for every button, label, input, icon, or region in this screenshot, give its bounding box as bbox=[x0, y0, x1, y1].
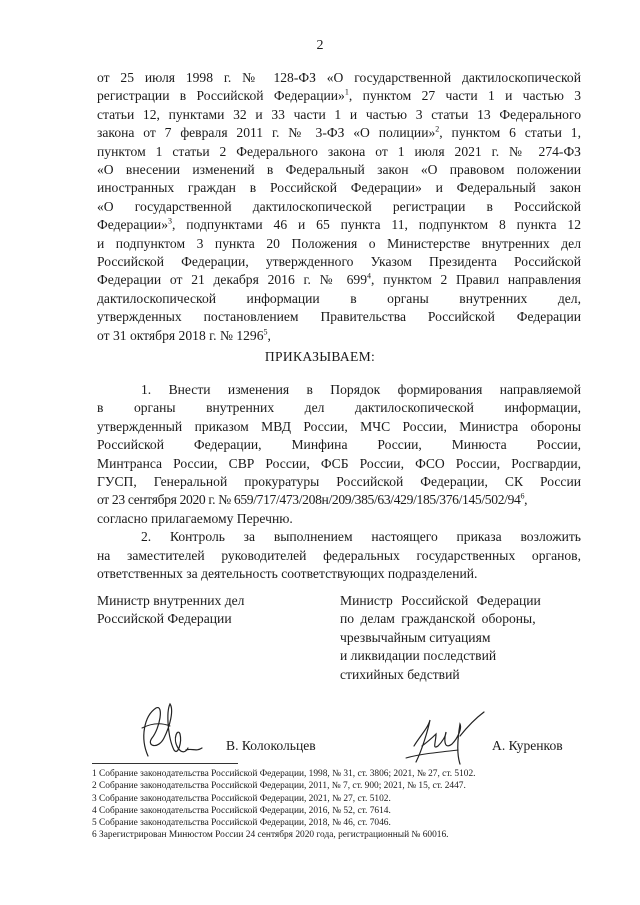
order-clauses bbox=[97, 381, 581, 583]
preamble-line: от 31 октября 2018 г. № 1296$^5$, bbox=[97, 327, 271, 343]
footnote-item: 2 Собрание законодательства Российской Федерации, 2011, № 7, ст. 900; 2021, № 15, ст. 2447. bbox=[92, 781, 466, 792]
clause-line: ответственных за деятельность соответствующих подразделений. bbox=[97, 566, 478, 582]
clause-line: ГУСП, Генеральной прокуратуры Российской Федерации, СК России bbox=[97, 474, 581, 490]
signature-kolokoltsev bbox=[130, 698, 210, 762]
footnote-separator bbox=[92, 763, 238, 764]
preamble-line: дактилоскопической информации в органы внутренних дел, bbox=[97, 290, 581, 306]
preamble-line: регистрации в Российской Федерации»$^1$, пунктом 27 части 1 и частью 3 bbox=[97, 87, 581, 104]
preamble-line: Федерации»$^3$, подпунктами 46 и 65 пункта 11, подпунктом 8 пункта 12 bbox=[97, 216, 581, 233]
clause-line: от 23 сентября 2020 г. № $659/717/473/208н/209/385/63/429/185/376/145/502/94^6$, bbox=[97, 491, 528, 508]
signatory-line: Российской Федерации bbox=[97, 611, 232, 627]
preamble-line: Федерации от 21 декабря 2016 г. № $699^4$, пунктом 2 Правил направления bbox=[97, 271, 581, 288]
clause-line: согласно прилагаемому Перечню. bbox=[97, 510, 293, 526]
footnote-item: 5 Собрание законодательства Российской Федерации, 2018, № 46, ст. 7046. bbox=[92, 818, 391, 829]
order-heading: ПРИКАЗЫВАЕМ: bbox=[264, 349, 376, 364]
clause-line: утвержденный приказом МВД России, МЧС России, Министра обороны bbox=[97, 418, 581, 434]
footnote-ref[interactable]: 4 bbox=[367, 271, 372, 281]
clause-line: Российской Федерации, Минфина России, Минюста России, bbox=[97, 437, 581, 453]
preamble-line: «О внесении изменений в Федеральный закон «О правовом положении bbox=[97, 162, 581, 178]
signatory-right-title bbox=[340, 592, 580, 684]
footnote-item: 1 Собрание законодательства Российской Федерации, 1998, № 31, ст. 3806; 2021, № 27, ст. 5102. bbox=[92, 769, 476, 779]
signature-kurenkov bbox=[400, 706, 490, 768]
preamble-line: утвержденных постановлением Правительства Российской Федерации bbox=[97, 309, 581, 325]
signatory-line: Министр внутренних дел bbox=[97, 593, 245, 608]
preamble-line: закона от 7 февраля 2011 г. № 3-ФЗ «О полиции»$^2$, пунктом 6 статьи 1, bbox=[97, 124, 581, 141]
signatory-line: и ликвидации последствий bbox=[340, 648, 497, 664]
preamble-line: статьи 12, пунктами 32 и 33 части 1 и частью 3 статьи 13 Федерального bbox=[97, 106, 581, 122]
clause-line: 2. Контроль за выполнением настоящего приказа возложить bbox=[141, 529, 581, 545]
footnote-ref[interactable]: 1 bbox=[344, 87, 349, 97]
footnote-ref[interactable]: 3 bbox=[168, 216, 172, 226]
footnote-ref[interactable]: 6 bbox=[520, 491, 525, 501]
footnote-item: 3 Собрание законодательства Российской Федерации, 2021, № 27, ст. 5102. bbox=[92, 793, 391, 804]
footnote-item: 6 Зарегистрирован Минюстом России 24 сентября 2020 года, регистрационный № 60016. bbox=[92, 830, 449, 841]
clause-line: 1. Внести изменения в Порядок формирования направляемой bbox=[141, 382, 581, 397]
clause-line: Минтранса России, СВР России, ФСБ России, ФСО России, Росгвардии, bbox=[97, 455, 581, 471]
footnote-ref[interactable]: 2 bbox=[435, 124, 440, 134]
signatory-line: Министр Российской Федерации bbox=[340, 593, 541, 608]
signatory-left-title bbox=[97, 592, 297, 629]
preamble bbox=[97, 69, 581, 345]
signatory-name-right: А. Куренков bbox=[492, 738, 563, 753]
footnotes bbox=[92, 768, 592, 842]
signatory-line: стихийных бедствий bbox=[340, 666, 460, 682]
signatory-name-left: В. Колокольцев bbox=[226, 738, 316, 753]
footnote-ref[interactable]: 5 bbox=[263, 327, 268, 337]
preamble-line: пунктом 1 статьи 2 Федерального закона от 1 июля 2021 г. № 274-ФЗ bbox=[97, 143, 581, 159]
preamble-line: «О государственной дактилоскопической регистрации в Российской bbox=[97, 198, 581, 214]
signatory-line: по делам гражданской обороны, bbox=[340, 611, 536, 627]
footnote-item: 4 Собрание законодательства Российской Федерации, 2016, № 52, ст. 7614. bbox=[92, 805, 391, 816]
page-number: 2 bbox=[316, 38, 324, 53]
preamble-line: от 25 июля 1998 г. № 128-ФЗ «О государственной дактилоскопической bbox=[97, 70, 581, 85]
preamble-line: и подпунктом 3 пункта 20 Положения о Министерстве внутренних дел bbox=[97, 235, 581, 251]
preamble-line: иностранных граждан в Российской Федерации» и Федеральный закон bbox=[97, 180, 581, 196]
clause-line: в органы внутренних дел дактилоскопической информации, bbox=[97, 400, 581, 416]
signatory-line: чрезвычайным ситуациям bbox=[340, 629, 491, 645]
preamble-line: Российской Федерации, утвержденного Указом Президента Российской bbox=[97, 254, 581, 270]
clause-line: на заместителей руководителей федеральных государственных органов, bbox=[97, 547, 581, 563]
